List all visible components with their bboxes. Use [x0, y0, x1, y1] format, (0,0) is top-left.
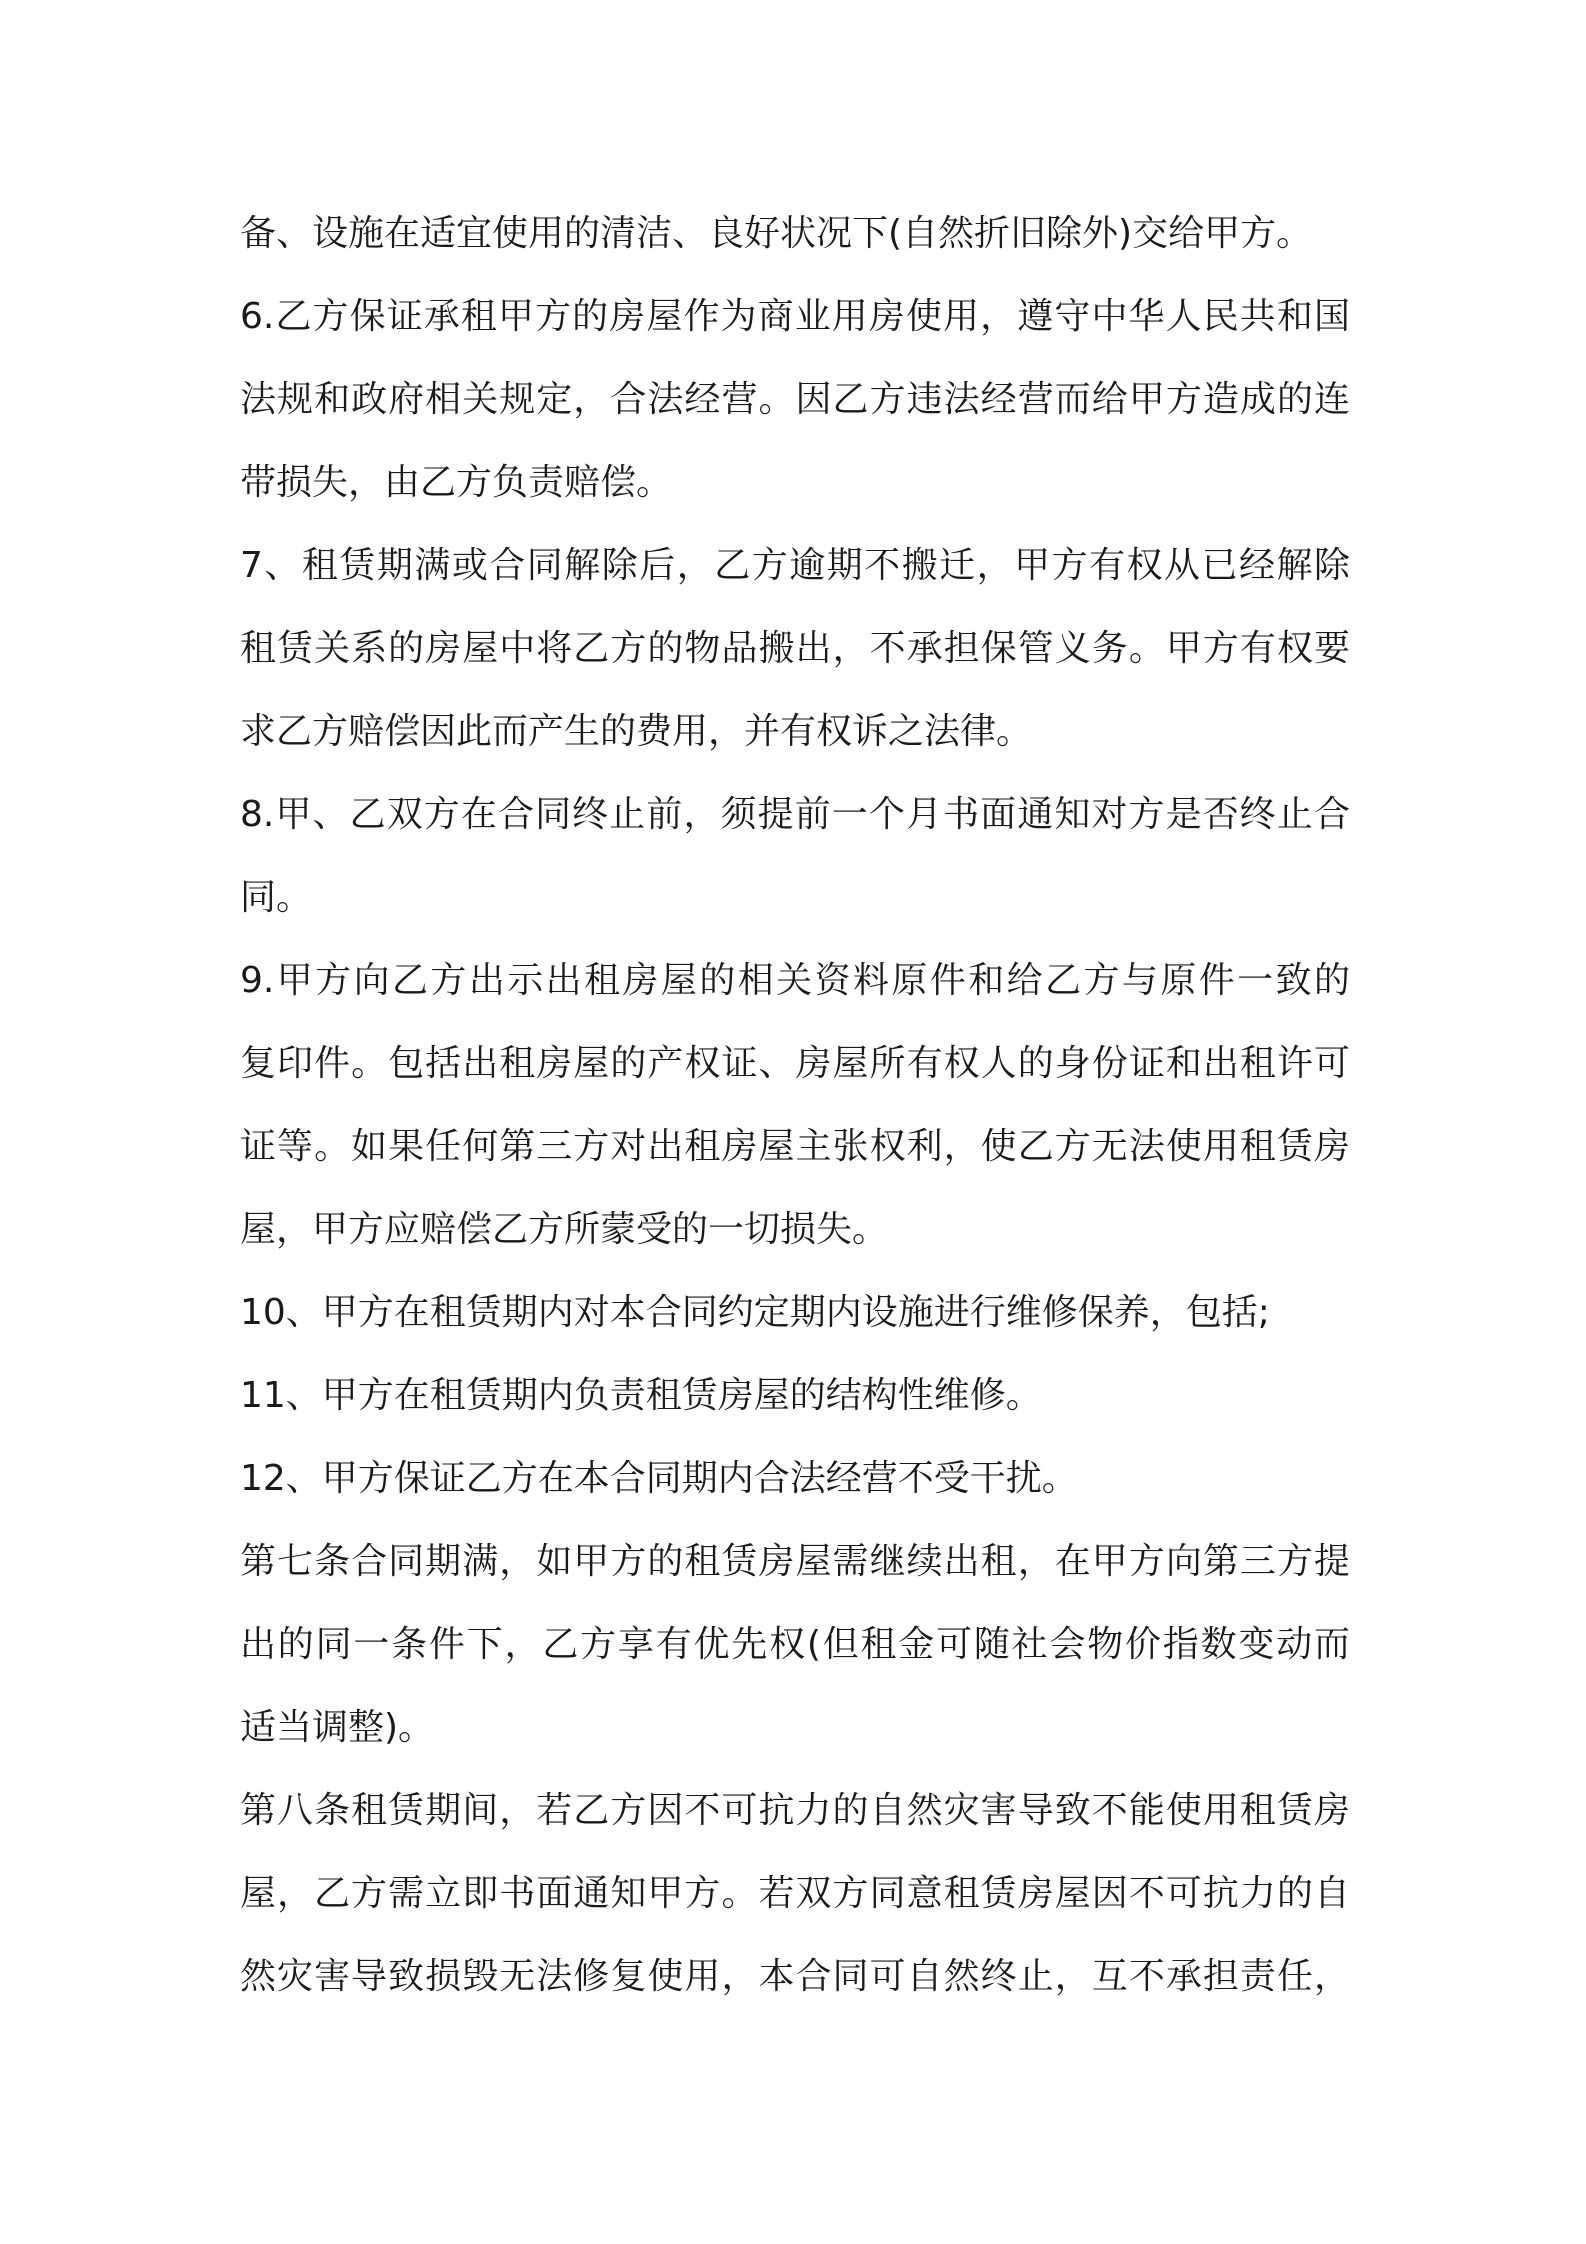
contract-body-text	[240, 192, 1350, 2018]
text-line: 12、甲方保证乙方在本合同期内合法经营不受干扰。	[240, 1458, 1078, 1499]
text-line: 7、租赁期满或合同解除后，乙方逾期不搬迁，甲方有权从已经解除	[240, 545, 1350, 586]
text-line: 9.甲方向乙方出示出租房屋的相关资料原件和给乙方与原件一致的	[240, 960, 1350, 1001]
text-line: 同。	[240, 877, 313, 918]
text-line: 适当调整)。	[240, 1707, 435, 1748]
text-line: 带损失，由乙方负责赔偿。	[240, 462, 673, 503]
text-line: 证等。如果任何第三方对出租房屋主张权利，使乙方无法使用租赁房	[240, 1126, 1350, 1167]
text-line: 屋，乙方需立即书面通知甲方。若双方同意租赁房屋因不可抗力的自	[240, 1873, 1350, 1914]
text-line: 法规和政府相关规定，合法经营。因乙方违法经营而给甲方造成的连	[240, 379, 1350, 420]
text-line: 出的同一条件下，乙方享有优先权(但租金可随社会物价指数变动而	[240, 1624, 1350, 1665]
text-line: 10、甲方在租赁期内对本合同约定期内设施进行维修保养，包括;	[240, 1292, 1270, 1333]
text-line: 屋，甲方应赔偿乙方所蒙受的一切损失。	[240, 1209, 889, 1250]
text-line: 第七条合同期满，如甲方的租赁房屋需继续出租，在甲方向第三方提	[240, 1541, 1350, 1582]
text-line: 6.乙方保证承租甲方的房屋作为商业用房使用，遵守中华人民共和国	[240, 296, 1350, 337]
text-line: 备、设施在适宜使用的清洁、良好状况下(自然折旧除外)交给甲方。	[240, 213, 1313, 254]
text-line: 求乙方赔偿因此而产生的费用，并有权诉之法律。	[240, 711, 1033, 752]
text-line: 租赁关系的房屋中将乙方的物品搬出，不承担保管义务。甲方有权要	[240, 628, 1350, 669]
text-line: 然灾害导致损毁无法修复使用，本合同可自然终止，互不承担责任，	[240, 1956, 1350, 1997]
text-line: 11、甲方在租赁期内负责租赁房屋的结构性维修。	[240, 1375, 1042, 1416]
text-line: 复印件。包括出租房屋的产权证、房屋所有权人的身份证和出租许可	[240, 1043, 1350, 1084]
text-line: 8.甲、乙双方在合同终止前，须提前一个月书面通知对方是否终止合	[240, 794, 1350, 835]
text-line: 第八条租赁期间，若乙方因不可抗力的自然灾害导致不能使用租赁房	[240, 1790, 1350, 1831]
